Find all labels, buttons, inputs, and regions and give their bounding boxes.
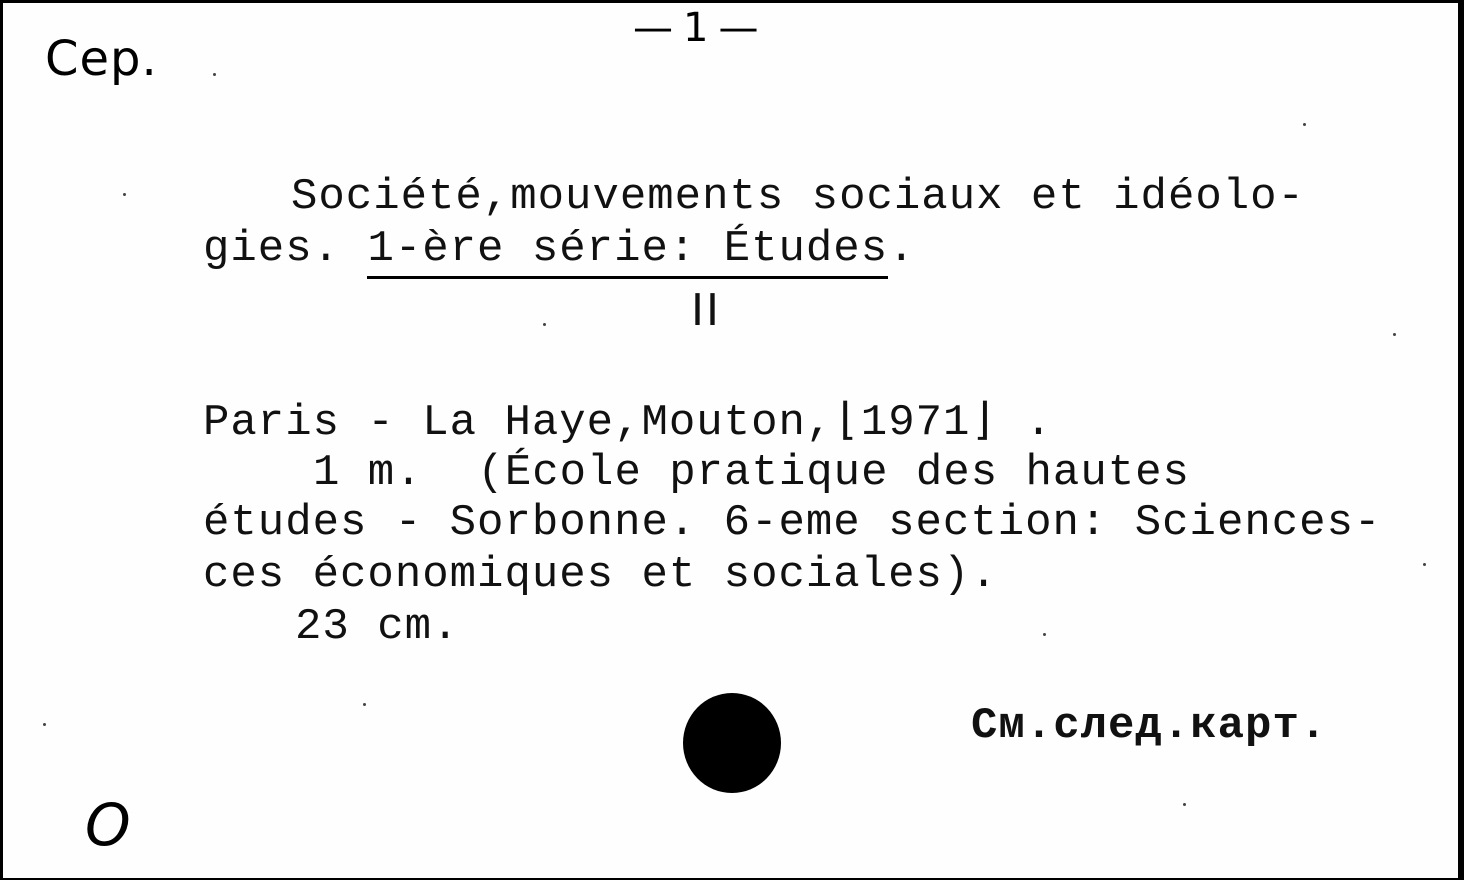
speck <box>1183 803 1186 806</box>
call-number: Сер. <box>45 31 158 87</box>
speck <box>543 323 546 326</box>
title-line-2 <box>203 225 916 273</box>
series-line-2: études - Sorbonne. 6-eme section: Sciences- <box>203 498 1382 548</box>
speck <box>1393 333 1396 336</box>
title-line-2-lead: gies. <box>203 224 368 274</box>
speck <box>123 193 126 196</box>
speck <box>363 703 366 706</box>
title-line-2-tail: . <box>888 224 916 274</box>
speck <box>1043 633 1046 636</box>
speck <box>213 73 216 76</box>
series-line-1: 1 m. (École pratique des hautes <box>313 448 1190 498</box>
page-number: —1— <box>633 5 769 51</box>
speck <box>1303 123 1306 126</box>
title-line-1: Société,mouvements sociaux et idéolo- <box>291 172 1305 222</box>
series-line-3: ces économiques et sociales). <box>203 550 998 600</box>
series-title-underlined: 1-ère série: Études <box>367 224 888 279</box>
continued-note: См.след.карт. <box>971 701 1328 751</box>
speck <box>43 723 46 726</box>
size-line: 23 cm. <box>295 602 460 652</box>
imprint-line: Paris - La Haye,Mouton,⌊1971⌋ . <box>203 398 1053 448</box>
handwritten-mark: II <box>691 285 721 336</box>
speck <box>1423 563 1426 566</box>
punch-hole <box>683 693 781 793</box>
bottom-mark: O <box>85 791 131 859</box>
